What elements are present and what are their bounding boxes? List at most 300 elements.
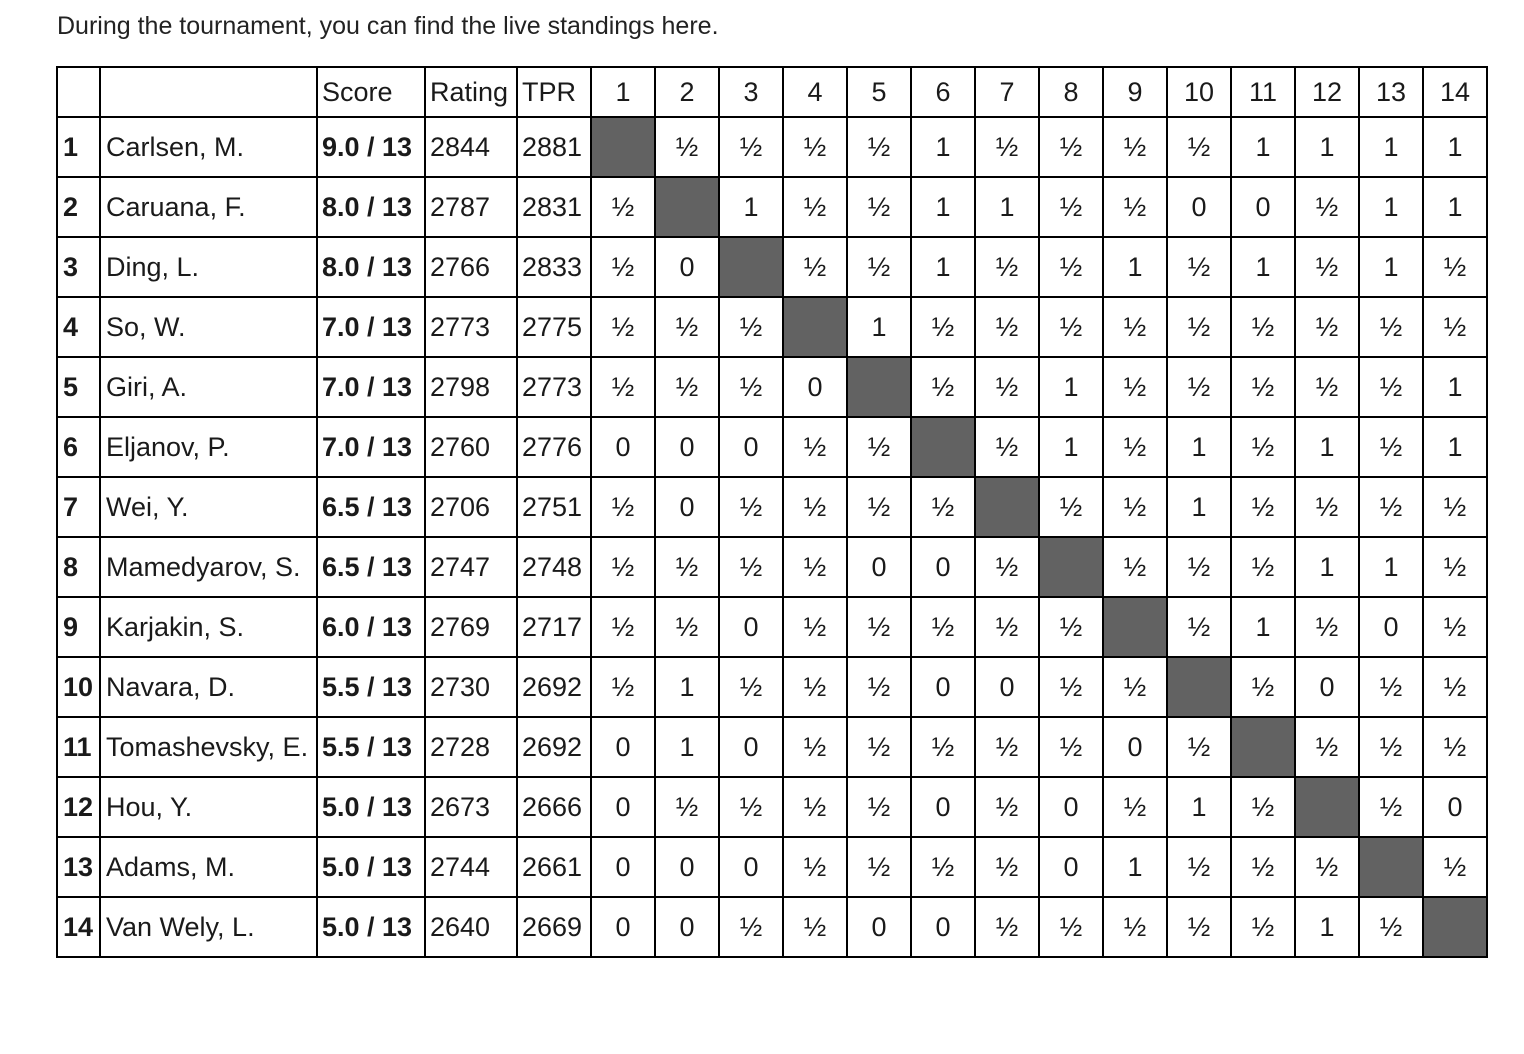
player-score: 9.0 / 13: [317, 117, 425, 177]
player-score: 7.0 / 13: [317, 297, 425, 357]
result-cell: ½: [1167, 897, 1231, 957]
result-cell: ½: [1295, 177, 1359, 237]
result-cell: ½: [1103, 417, 1167, 477]
result-cell: ½: [1231, 777, 1295, 837]
player-name: Eljanov, P.: [100, 417, 317, 477]
header-round-7: 7: [975, 67, 1039, 117]
result-cell: ½: [847, 777, 911, 837]
result-cell: ½: [911, 477, 975, 537]
result-cell: ½: [1103, 537, 1167, 597]
player-score: 8.0 / 13: [317, 177, 425, 237]
header-round-1: 1: [591, 67, 655, 117]
result-cell: ½: [1231, 417, 1295, 477]
player-score: 5.0 / 13: [317, 837, 425, 897]
player-tpr: 2881: [517, 117, 591, 177]
result-cell: ½: [719, 117, 783, 177]
result-cell: ½: [655, 297, 719, 357]
result-cell: 0: [591, 717, 655, 777]
result-cell: ½: [1231, 657, 1295, 717]
standings-table: [56, 66, 1488, 958]
result-cell: ½: [1231, 537, 1295, 597]
player-tpr: 2833: [517, 237, 591, 297]
result-cell: ½: [1039, 657, 1103, 717]
result-cell: 0: [1359, 597, 1423, 657]
result-cell: ½: [847, 417, 911, 477]
result-cell: 1: [1167, 477, 1231, 537]
result-cell: 0: [719, 597, 783, 657]
header-round-5: 5: [847, 67, 911, 117]
player-rank: 1: [57, 117, 100, 177]
header-rank: [57, 67, 100, 117]
standings-header: [57, 67, 1487, 117]
result-cell: ½: [655, 777, 719, 837]
result-cell: ½: [847, 117, 911, 177]
result-cell: ½: [1423, 657, 1487, 717]
player-rating: 2760: [425, 417, 517, 477]
result-cell: 0: [655, 477, 719, 537]
result-cell: ½: [719, 357, 783, 417]
result-cell: ½: [1231, 357, 1295, 417]
result-cell: 0: [591, 837, 655, 897]
header-round-6: 6: [911, 67, 975, 117]
player-rank: 9: [57, 597, 100, 657]
result-cell: 1: [1167, 417, 1231, 477]
result-cell: ½: [1359, 357, 1423, 417]
intro-text: During the tournament, you can find the live standings here.: [57, 12, 719, 40]
self-cell: [847, 357, 911, 417]
player-rank: 12: [57, 777, 100, 837]
table-row: [57, 777, 1487, 837]
table-row: [57, 117, 1487, 177]
player-tpr: 2692: [517, 717, 591, 777]
result-cell: 1: [911, 177, 975, 237]
result-cell: ½: [783, 897, 847, 957]
self-cell: [591, 117, 655, 177]
player-tpr: 2717: [517, 597, 591, 657]
result-cell: 0: [591, 417, 655, 477]
player-score: 5.5 / 13: [317, 657, 425, 717]
result-cell: ½: [975, 117, 1039, 177]
result-cell: ½: [719, 777, 783, 837]
result-cell: 1: [1295, 897, 1359, 957]
player-score: 6.5 / 13: [317, 537, 425, 597]
result-cell: 0: [591, 897, 655, 957]
result-cell: ½: [655, 537, 719, 597]
result-cell: ½: [975, 537, 1039, 597]
result-cell: ½: [911, 357, 975, 417]
player-name: Tomashevsky, E.: [100, 717, 317, 777]
player-name: So, W.: [100, 297, 317, 357]
result-cell: ½: [1103, 117, 1167, 177]
result-cell: ½: [1039, 297, 1103, 357]
table-row: [57, 297, 1487, 357]
header-round-10: 10: [1167, 67, 1231, 117]
result-cell: 0: [719, 837, 783, 897]
player-score: 8.0 / 13: [317, 237, 425, 297]
result-cell: ½: [591, 357, 655, 417]
header-round-3: 3: [719, 67, 783, 117]
result-cell: 0: [1039, 777, 1103, 837]
result-cell: ½: [1423, 597, 1487, 657]
player-name: Van Wely, L.: [100, 897, 317, 957]
player-rating: 2673: [425, 777, 517, 837]
result-cell: ½: [719, 477, 783, 537]
header-round-2: 2: [655, 67, 719, 117]
result-cell: ½: [911, 597, 975, 657]
result-cell: ½: [975, 357, 1039, 417]
result-cell: ½: [591, 657, 655, 717]
result-cell: 0: [847, 537, 911, 597]
result-cell: 0: [1423, 777, 1487, 837]
table-row: [57, 837, 1487, 897]
result-cell: ½: [1423, 537, 1487, 597]
result-cell: 0: [655, 237, 719, 297]
result-cell: ½: [1359, 657, 1423, 717]
result-cell: ½: [1167, 297, 1231, 357]
player-rank: 6: [57, 417, 100, 477]
result-cell: ½: [911, 297, 975, 357]
player-name: Mamedyarov, S.: [100, 537, 317, 597]
result-cell: ½: [1359, 297, 1423, 357]
self-cell: [1039, 537, 1103, 597]
result-cell: ½: [1039, 117, 1103, 177]
player-score: 5.0 / 13: [317, 777, 425, 837]
result-cell: 0: [655, 837, 719, 897]
result-cell: 1: [1231, 597, 1295, 657]
result-cell: 1: [1359, 117, 1423, 177]
player-rating: 2766: [425, 237, 517, 297]
player-score: 5.0 / 13: [317, 897, 425, 957]
table-row: [57, 597, 1487, 657]
table-row: [57, 717, 1487, 777]
result-cell: 1: [1423, 357, 1487, 417]
player-rating: 2773: [425, 297, 517, 357]
result-cell: ½: [847, 177, 911, 237]
result-cell: 1: [1039, 357, 1103, 417]
result-cell: ½: [1103, 297, 1167, 357]
result-cell: ½: [719, 897, 783, 957]
result-cell: ½: [1231, 897, 1295, 957]
player-name: Caruana, F.: [100, 177, 317, 237]
result-cell: ½: [911, 717, 975, 777]
player-score: 6.0 / 13: [317, 597, 425, 657]
player-score: 7.0 / 13: [317, 417, 425, 477]
result-cell: ½: [1231, 477, 1295, 537]
result-cell: ½: [1039, 477, 1103, 537]
result-cell: 1: [1103, 837, 1167, 897]
result-cell: ½: [1359, 417, 1423, 477]
result-cell: ½: [1103, 177, 1167, 237]
result-cell: 1: [911, 237, 975, 297]
result-cell: ½: [591, 237, 655, 297]
result-cell: 0: [1231, 177, 1295, 237]
player-tpr: 2666: [517, 777, 591, 837]
result-cell: ½: [655, 117, 719, 177]
header-round-9: 9: [1103, 67, 1167, 117]
result-cell: 0: [655, 897, 719, 957]
result-cell: ½: [783, 537, 847, 597]
result-cell: 0: [591, 777, 655, 837]
result-cell: 0: [1103, 717, 1167, 777]
result-cell: ½: [783, 477, 847, 537]
self-cell: [1423, 897, 1487, 957]
result-cell: ½: [1039, 717, 1103, 777]
result-cell: 1: [1359, 177, 1423, 237]
player-rating: 2798: [425, 357, 517, 417]
player-tpr: 2692: [517, 657, 591, 717]
result-cell: ½: [975, 777, 1039, 837]
table-row: [57, 537, 1487, 597]
result-cell: ½: [975, 597, 1039, 657]
player-tpr: 2831: [517, 177, 591, 237]
player-tpr: 2776: [517, 417, 591, 477]
result-cell: ½: [1423, 477, 1487, 537]
result-cell: ½: [911, 837, 975, 897]
result-cell: 1: [655, 657, 719, 717]
result-cell: 1: [1295, 537, 1359, 597]
result-cell: 0: [1039, 837, 1103, 897]
player-rank: 13: [57, 837, 100, 897]
player-score: 6.5 / 13: [317, 477, 425, 537]
result-cell: ½: [655, 597, 719, 657]
result-cell: 1: [655, 717, 719, 777]
result-cell: ½: [1359, 897, 1423, 957]
result-cell: ½: [1103, 777, 1167, 837]
header-round-13: 13: [1359, 67, 1423, 117]
result-cell: 1: [1039, 417, 1103, 477]
result-cell: ½: [783, 777, 847, 837]
result-cell: ½: [847, 597, 911, 657]
result-cell: ½: [783, 117, 847, 177]
table-row: [57, 357, 1487, 417]
result-cell: 1: [1423, 117, 1487, 177]
result-cell: ½: [783, 717, 847, 777]
result-cell: ½: [1103, 477, 1167, 537]
player-score: 5.5 / 13: [317, 717, 425, 777]
result-cell: 1: [1167, 777, 1231, 837]
result-cell: ½: [591, 477, 655, 537]
result-cell: ½: [719, 537, 783, 597]
result-cell: ½: [975, 297, 1039, 357]
self-cell: [719, 237, 783, 297]
result-cell: ½: [1039, 597, 1103, 657]
result-cell: ½: [1039, 897, 1103, 957]
player-rank: 4: [57, 297, 100, 357]
result-cell: ½: [975, 717, 1039, 777]
player-rating: 2747: [425, 537, 517, 597]
player-rating: 2787: [425, 177, 517, 237]
header-round-12: 12: [1295, 67, 1359, 117]
player-tpr: 2669: [517, 897, 591, 957]
table-row: [57, 657, 1487, 717]
self-cell: [1167, 657, 1231, 717]
result-cell: ½: [847, 717, 911, 777]
result-cell: ½: [783, 237, 847, 297]
self-cell: [911, 417, 975, 477]
self-cell: [1359, 837, 1423, 897]
result-cell: ½: [1423, 717, 1487, 777]
result-cell: ½: [847, 657, 911, 717]
result-cell: 1: [1295, 117, 1359, 177]
result-cell: ½: [1103, 357, 1167, 417]
player-rating: 2640: [425, 897, 517, 957]
header-round-8: 8: [1039, 67, 1103, 117]
result-cell: 0: [975, 657, 1039, 717]
result-cell: ½: [1295, 837, 1359, 897]
header-round-11: 11: [1231, 67, 1295, 117]
result-cell: ½: [1039, 177, 1103, 237]
self-cell: [1103, 597, 1167, 657]
result-cell: ½: [1167, 597, 1231, 657]
player-rank: 2: [57, 177, 100, 237]
result-cell: 1: [1423, 177, 1487, 237]
result-cell: ½: [847, 837, 911, 897]
player-tpr: 2751: [517, 477, 591, 537]
player-rank: 5: [57, 357, 100, 417]
result-cell: ½: [719, 297, 783, 357]
result-cell: ½: [1167, 237, 1231, 297]
player-rating: 2706: [425, 477, 517, 537]
header-round-14: 14: [1423, 67, 1487, 117]
result-cell: ½: [783, 597, 847, 657]
result-cell: ½: [1039, 237, 1103, 297]
standings-body: [57, 117, 1487, 957]
header-score: Score: [317, 67, 425, 117]
table-row: [57, 417, 1487, 477]
result-cell: ½: [975, 237, 1039, 297]
result-cell: 0: [911, 657, 975, 717]
result-cell: 0: [1295, 657, 1359, 717]
player-name: Giri, A.: [100, 357, 317, 417]
result-cell: 0: [783, 357, 847, 417]
table-row: [57, 177, 1487, 237]
result-cell: ½: [591, 177, 655, 237]
self-cell: [783, 297, 847, 357]
result-cell: 1: [911, 117, 975, 177]
result-cell: ½: [1295, 597, 1359, 657]
player-score: 7.0 / 13: [317, 357, 425, 417]
player-rank: 7: [57, 477, 100, 537]
result-cell: 0: [655, 417, 719, 477]
result-cell: 0: [719, 717, 783, 777]
player-tpr: 2773: [517, 357, 591, 417]
result-cell: ½: [1295, 237, 1359, 297]
result-cell: 0: [847, 897, 911, 957]
result-cell: ½: [1359, 717, 1423, 777]
header-name: [100, 67, 317, 117]
result-cell: ½: [1167, 837, 1231, 897]
player-tpr: 2661: [517, 837, 591, 897]
result-cell: ½: [1103, 897, 1167, 957]
player-name: Navara, D.: [100, 657, 317, 717]
result-cell: ½: [1359, 777, 1423, 837]
table-row: [57, 237, 1487, 297]
result-cell: ½: [1231, 837, 1295, 897]
player-rating: 2844: [425, 117, 517, 177]
self-cell: [655, 177, 719, 237]
result-cell: ½: [1167, 357, 1231, 417]
result-cell: ½: [655, 357, 719, 417]
result-cell: ½: [783, 657, 847, 717]
result-cell: 0: [719, 417, 783, 477]
result-cell: 0: [911, 777, 975, 837]
player-rating: 2744: [425, 837, 517, 897]
result-cell: 1: [1103, 237, 1167, 297]
player-tpr: 2775: [517, 297, 591, 357]
result-cell: 1: [1359, 537, 1423, 597]
result-cell: 0: [911, 537, 975, 597]
header-rating: Rating: [425, 67, 517, 117]
result-cell: 0: [1167, 177, 1231, 237]
result-cell: 1: [1231, 237, 1295, 297]
result-cell: ½: [847, 477, 911, 537]
player-rank: 14: [57, 897, 100, 957]
result-cell: 1: [1231, 117, 1295, 177]
result-cell: ½: [1167, 537, 1231, 597]
result-cell: ½: [783, 837, 847, 897]
result-cell: ½: [591, 297, 655, 357]
player-rank: 8: [57, 537, 100, 597]
player-rank: 3: [57, 237, 100, 297]
result-cell: ½: [847, 237, 911, 297]
player-rating: 2728: [425, 717, 517, 777]
player-name: Carlsen, M.: [100, 117, 317, 177]
result-cell: ½: [1295, 477, 1359, 537]
result-cell: ½: [975, 897, 1039, 957]
result-cell: ½: [1295, 717, 1359, 777]
player-name: Hou, Y.: [100, 777, 317, 837]
player-rating: 2730: [425, 657, 517, 717]
result-cell: ½: [1295, 357, 1359, 417]
self-cell: [1231, 717, 1295, 777]
result-cell: ½: [591, 537, 655, 597]
player-name: Adams, M.: [100, 837, 317, 897]
result-cell: ½: [1359, 477, 1423, 537]
player-rank: 11: [57, 717, 100, 777]
result-cell: ½: [975, 837, 1039, 897]
player-name: Karjakin, S.: [100, 597, 317, 657]
result-cell: 1: [719, 177, 783, 237]
result-cell: 1: [975, 177, 1039, 237]
result-cell: ½: [1295, 297, 1359, 357]
player-tpr: 2748: [517, 537, 591, 597]
result-cell: ½: [591, 597, 655, 657]
self-cell: [975, 477, 1039, 537]
player-rank: 10: [57, 657, 100, 717]
self-cell: [1295, 777, 1359, 837]
result-cell: 1: [1359, 237, 1423, 297]
result-cell: ½: [1231, 297, 1295, 357]
player-rating: 2769: [425, 597, 517, 657]
header-tpr: TPR: [517, 67, 591, 117]
result-cell: ½: [783, 177, 847, 237]
result-cell: 1: [1295, 417, 1359, 477]
result-cell: ½: [1167, 717, 1231, 777]
header-round-4: 4: [783, 67, 847, 117]
result-cell: ½: [975, 417, 1039, 477]
result-cell: 1: [847, 297, 911, 357]
header-row: [57, 67, 1487, 117]
result-cell: ½: [1423, 237, 1487, 297]
result-cell: 0: [911, 897, 975, 957]
player-name: Wei, Y.: [100, 477, 317, 537]
table-row: [57, 897, 1487, 957]
table-row: [57, 477, 1487, 537]
result-cell: ½: [1423, 297, 1487, 357]
result-cell: ½: [783, 417, 847, 477]
result-cell: 1: [1423, 417, 1487, 477]
result-cell: ½: [719, 657, 783, 717]
